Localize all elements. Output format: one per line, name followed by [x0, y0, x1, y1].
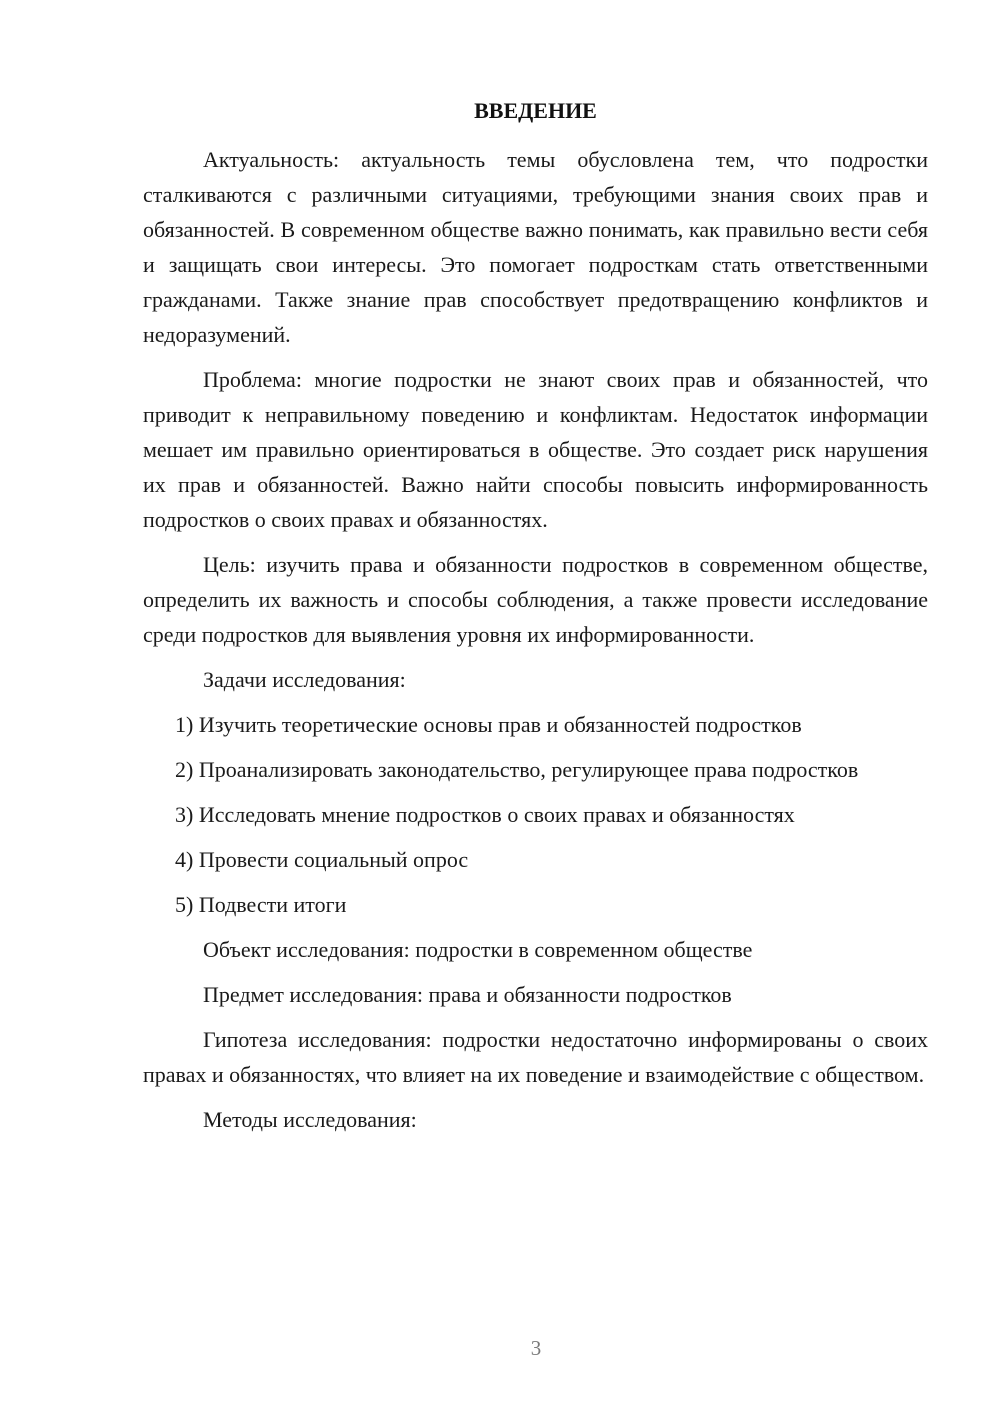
- problem-paragraph: Проблема: многие подростки не знают своих прав и обязанностей, что приводит к неправильному поведению и конфликтам. Недостаток информации мешает им правильно ориентироваться в обществе. Это создает риск нарушения их прав и обязанностей. Важно найти способы повысить информированность подростков о своих правах и обязанностях.: [143, 367, 928, 532]
- task-item-5: 5) Подвести итоги: [175, 892, 347, 917]
- task-item-3: 3) Исследовать мнение подростков о своих правах и обязанностях: [175, 802, 795, 827]
- task-item-1: 1) Изучить теоретические основы прав и обязанностей подростков: [175, 712, 802, 737]
- goal-paragraph: Цель: изучить права и обязанности подростков в современном обществе, определить их важность и способы соблюдения, а также провести исследование среди подростков для выявления уровня их информированности.: [143, 552, 928, 647]
- task-item-4: 4) Провести социальный опрос: [175, 847, 469, 872]
- object-paragraph: Объект исследования: подростки в современном обществе: [203, 937, 753, 962]
- page-number: 3: [530, 1336, 542, 1360]
- task-item-2: 2) Проанализировать законодательство, регулирующее права подростков: [175, 757, 859, 782]
- tasks-heading: Задачи исследования:: [203, 667, 406, 692]
- methods-heading: Методы исследования:: [203, 1107, 417, 1132]
- hypothesis-paragraph: Гипотеза исследования: подростки недостаточно информированы о своих правах и обязанностях, что влияет на их поведение и взаимодействие с обществом.: [143, 1027, 928, 1087]
- subject-paragraph: Предмет исследования: права и обязанности подростков: [203, 982, 732, 1007]
- section-title: ВВЕДЕНИЕ: [474, 98, 597, 123]
- document-page: [143, 96, 928, 1147]
- relevance-paragraph: Актуальность: актуальность темы обусловлена тем, что подростки сталкиваются с различными ситуациями, требующими знания своих прав и обязанностей. В современном обществе важно понимать, как правильно вести себя и защищать свои интересы. Это помогает подросткам стать ответственными гражданами. Также знание прав способствует предотвращению конфликтов и недоразумений.: [143, 147, 928, 347]
